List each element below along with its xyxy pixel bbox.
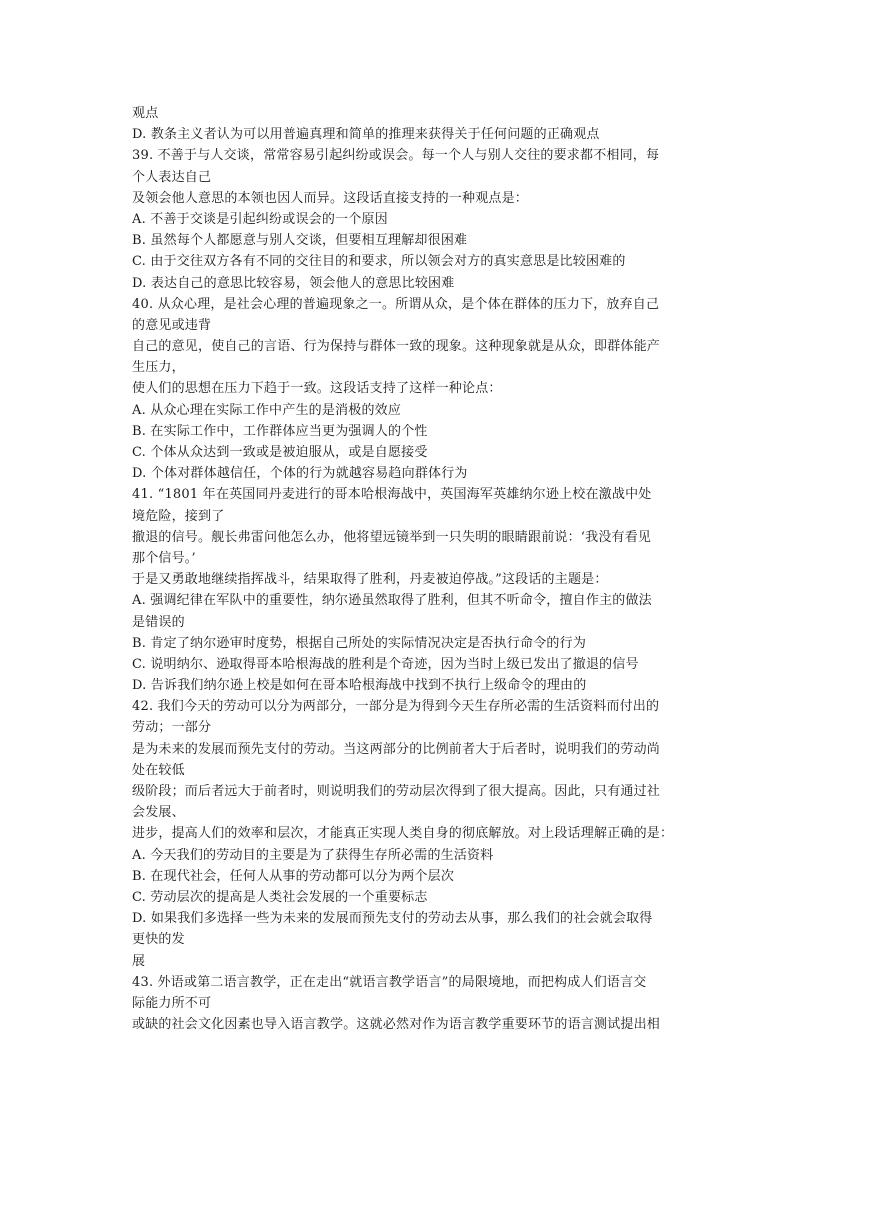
text-line: C. 由于交往双方各有不同的交往目的和要求，所以领会对方的真实意思是比较困难的	[132, 254, 626, 270]
text-line: 的意见或违背	[132, 317, 212, 333]
text-line: 际能力所不可	[132, 995, 212, 1011]
text-line: 39. 不善于与人交谈，常常容易引起纠纷或误会。每一个人与别人交往的要求都不相同，每	[132, 148, 660, 164]
text-line: 自己的意见，使自己的言语、行为保持与群体一致的现象。这种现象就是从众，即群体能产	[132, 339, 661, 355]
text-line: 41. “1801 年在英国同丹麦进行的哥本哈根海战中，英国海军英雄纳尔逊上校在激战中处	[132, 487, 652, 503]
text-line: A. 不善于交谈是引起纠纷或误会的一个原因	[132, 211, 388, 227]
text-line: B. 肯定了纳尔逊审时度势，根据自己所处的实际情况决定是否执行命令的行为	[132, 635, 587, 651]
text-line: 42. 我们今天的劳动可以分为两部分，一部分是为得到今天生存所必需的生活资料而付出的	[132, 699, 660, 715]
text-line: 是错误的	[132, 614, 185, 630]
text-line: 级阶段；而后者远大于前者时，则说明我们的劳动层次得到了很大提高。因此，只有通过社	[132, 784, 661, 799]
text-line: A. 从众心理在实际工作中产生的是消极的效应	[132, 402, 402, 418]
text-line: 43. 外语或第二语言教学，正在走出“就语言教学语言”的局限境地，而把构成人们语言交	[132, 974, 647, 990]
text-line: 观点	[132, 106, 159, 121]
text-line: 是为未来的发展而预先支付的劳动。当这两部分的比例前者大于后者时，说明我们的劳动尚	[132, 741, 661, 757]
text-line: C. 说明纳尔、逊取得哥本哈根海战的胜利是个奇迹，因为当时上级已发出了撤退的信号	[132, 656, 639, 672]
text-line: 撤退的信号。舰长弗雷问他怎么办，他将望远镜举到一只失明的眼睛跟前说：‘我没有看见	[132, 529, 652, 545]
text-line: A. 强调纪律在军队中的重要性，纳尔逊虽然取得了胜利，但其不听命令，擅自作主的做法	[132, 593, 652, 609]
text-line: 40. 从众心理，是社会心理的普遍现象之一。所谓从众，是个体在群体的压力下，放弃自己	[132, 296, 660, 312]
text-line: 处在较低	[132, 762, 185, 778]
text-line: B. 在实际工作中，工作群体应当更为强调人的个性	[132, 423, 428, 439]
text-line: B. 虽然每个人都愿意与别人交谈，但要相互理解却很困难	[132, 233, 468, 249]
text-line: 进步，提高人们的效率和层次，才能真正实现人类自身的彻底解放。对上段话理解正确的是：	[132, 826, 674, 842]
text-line: 劳动；一部分	[132, 720, 212, 736]
text-line: 生压力，	[132, 360, 185, 376]
text-line: D. 表达自己的意思比较容易，领会他人的意思比较困难	[132, 275, 455, 291]
text-line: 及领会他人意思的本领也因人而异。这段话直接支持的一种观点是：	[132, 190, 529, 206]
text-line: B. 在现代社会，任何人从事的劳动都可以分为两个层次	[132, 868, 455, 884]
text-line: 境危险，接到了	[132, 508, 225, 524]
text-line: A. 今天我们的劳动目的主要是为了获得生存所必需的生活资料	[132, 847, 494, 863]
text-line: 展	[132, 953, 146, 969]
text-line: 或缺的社会文化因素也导入语言教学。这就必然对作为语言教学重要环节的语言测试提出相	[132, 1017, 661, 1033]
text-line: 更快的发	[132, 932, 185, 948]
text-line: 个人表达自己	[132, 169, 212, 185]
text-line: C. 劳动层次的提高是人类社会发展的一个重要标志	[132, 889, 428, 905]
text-line: 会发展、	[132, 805, 185, 821]
text-line: 于是又勇敢地继续指挥战斗，结果取得了胜利，丹麦被迫停战。”这段话的主题是：	[132, 572, 608, 588]
text-line: 使人们的思想在压力下趋于一致。这段话支持了这样一种论点：	[132, 381, 502, 397]
text-line: D. 个体对群体越信任，个体的行为就越容易趋向群体行为	[132, 466, 468, 482]
text-line: D. 教条主义者认为可以用普遍真理和简单的推理来获得关于任何问题的正确观点	[132, 127, 600, 143]
document-body	[132, 103, 742, 1035]
text-line: 那个信号。’	[132, 550, 196, 566]
text-line: C. 个体从众达到一致或是被迫服从，或是自愿接受	[132, 445, 428, 460]
text-line: D. 如果我们多选择一些为未来的发展而预先支付的劳动去从事，那么我们的社会就会取得	[132, 911, 653, 927]
text-line: D. 告诉我们纳尔逊上校是如何在哥本哈根海战中找到不执行上级命令的理由的	[132, 678, 587, 694]
